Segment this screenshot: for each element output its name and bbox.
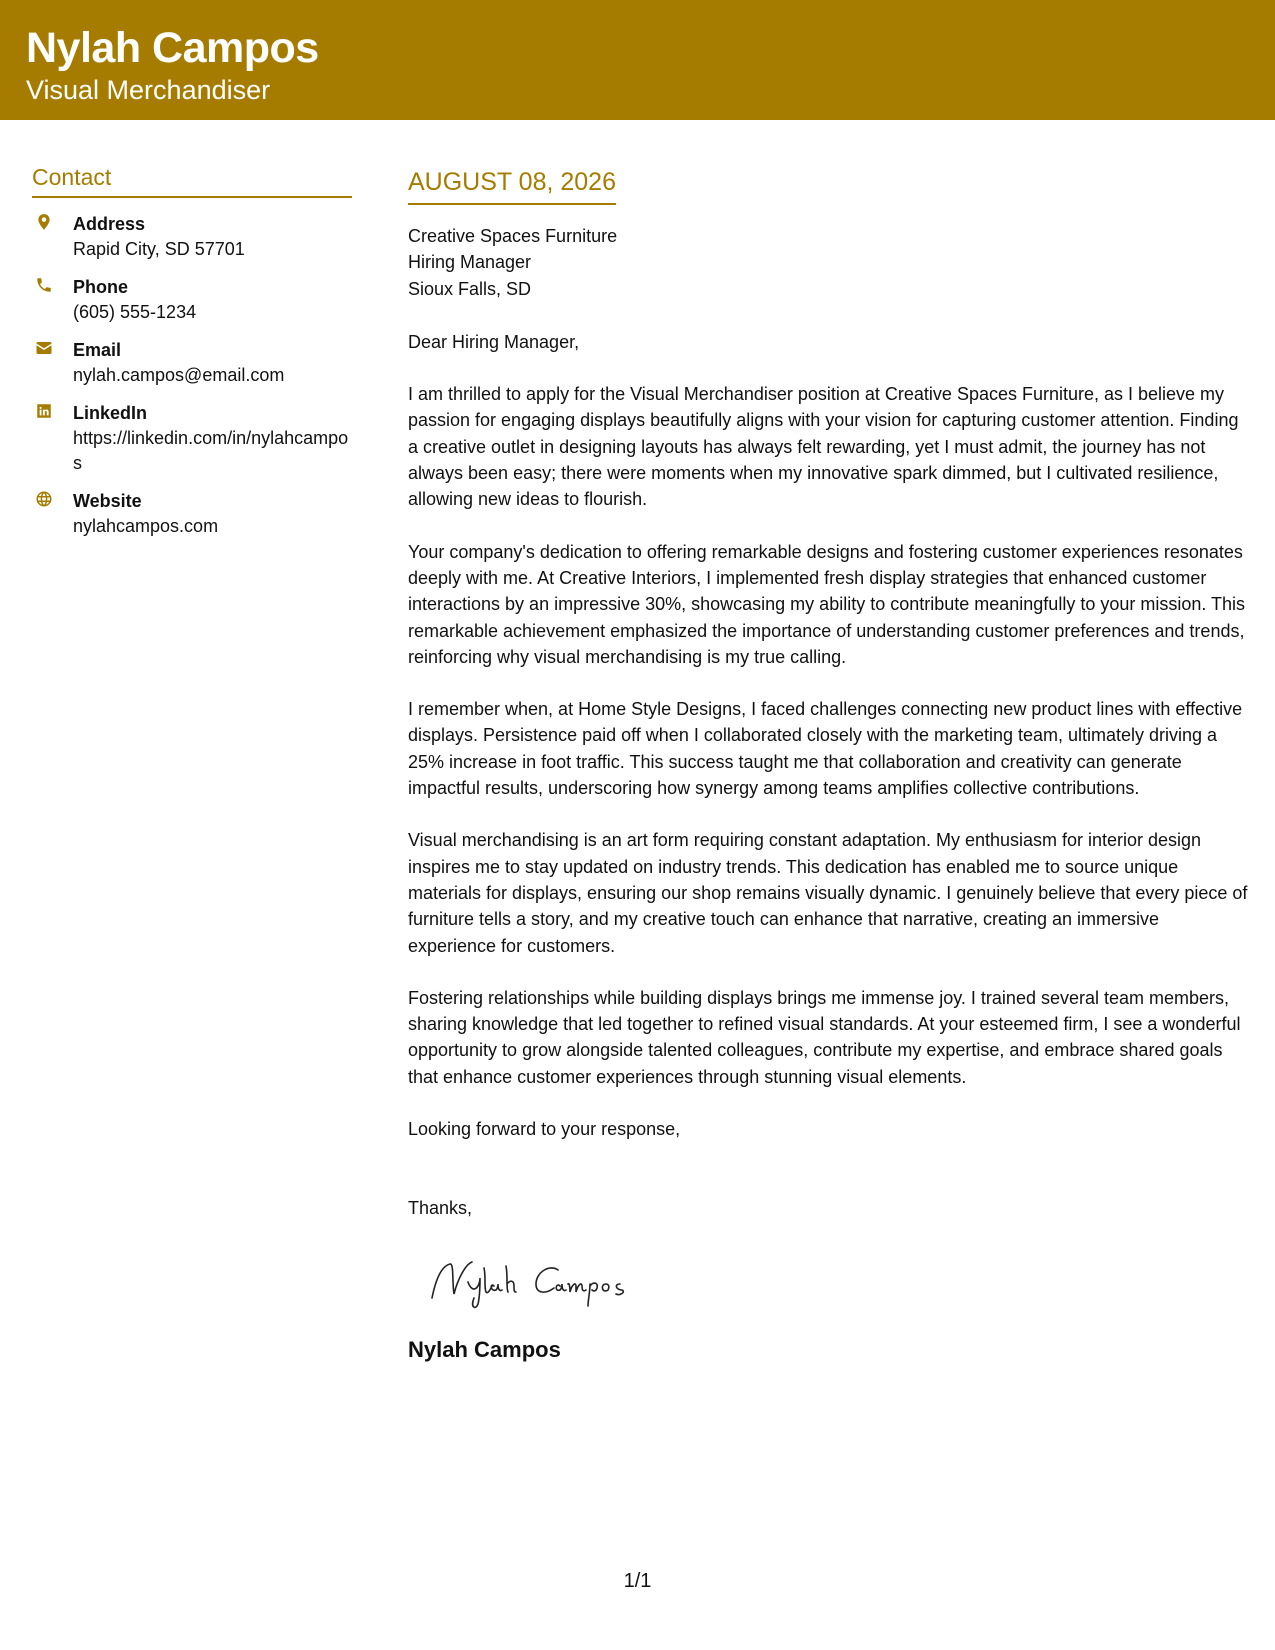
contact-item-email [32,338,352,388]
address-value: Rapid City, SD 57701 [73,239,245,259]
globe-icon [32,489,73,508]
contact-label: LinkedIn [73,403,148,423]
phone-value[interactable]: (605) 555-1234 [73,302,197,322]
contact-sidebar [32,162,352,552]
envelope-icon [32,338,73,357]
letter-date: AUGUST 08, 2026 [408,166,616,205]
letter-paragraph: Fostering relationships while building displays brings me immense joy. I trained several team members, sharing knowledge that led together to refined visual standards. At your esteemed firm, I see a wonderful opportunity to grow alongside talented colleagues, contribute my expertise, and embrace shared goals that enhance customer experiences through stunning visual elements. [408,987,1241,1087]
recipient-block [408,223,1250,302]
letter-paragraph: I am thrilled to apply for the Visual Merchandiser position at Creative Spaces Furniture, as I believe my passion for engaging displays beautifully aligns with your vision for capturing customer attention. Finding a creative outlet in designing layouts has always felt rewarding, yet I must admit, the journey has not always been easy; there were moments when my innovative spark dimmed, but I cultivated resilience, allowing new ideas to flourish. [408,384,1239,510]
phone-icon [32,275,73,294]
letter-paragraph: Visual merchandising is an art form requiring constant adaptation. My enthusiasm for interior design inspires me to stay updated on industry trends. This dedication has enabled me to source unique materials for displays, ensuring our shop remains visually dynamic. I genuinely believe that every piece of furniture tells a story, and my creative touch can enhance that narrative, creating an immersive experience for customers. [408,830,1248,956]
candidate-name: Nylah Campos [26,24,319,72]
map-pin-icon [32,212,73,231]
page-number: 1/1 [623,1570,652,1592]
contact-item-linkedin [32,401,352,476]
letter-closing: Looking forward to your response, [408,1119,681,1140]
contact-item-website [32,489,352,539]
signed-name: Nylah Campos [408,1336,561,1362]
recipient-title: Hiring Manager [408,252,532,273]
linkedin-value[interactable]: https://linkedin.com/in/nylahcampos [73,428,349,473]
contact-item-address [32,212,352,262]
recipient-location: Sioux Falls, SD [408,278,532,299]
letter-paragraph: Your company's dedication to offering remarkable designs and fostering customer experiences resonates deeply with me. At Creative Interiors, I implemented fresh display strategies that enhanced customer interactions by an impressive 30%, showcasing my ability to contribute meaningfully to your mission. This remarkable achievement emphasized the importance of understanding customer preferences and trends, reinforcing why visual merchandising is my true calling. [408,541,1246,667]
contact-item-phone [32,275,352,325]
contact-section-title: Contact [32,162,352,198]
letter-thanks: Thanks, [408,1198,473,1219]
handwritten-signature [424,1248,1250,1312]
page-header [0,0,1275,120]
website-value[interactable]: nylahcampos.com [73,516,219,536]
letter-body [408,166,1250,1364]
contact-label: Website [73,491,142,511]
letter-paragraph: I remember when, at Home Style Designs, I faced challenges connecting new product lines with effective displays. Persistence paid off when I collaborated closely with the marketing team, ultimately driving a 25% increase in foot traffic. This success taught me that collaboration and creativity can generate impactful results, underscoring how synergy among teams amplifies collective contributions. [408,699,1243,799]
letter-greeting: Dear Hiring Manager, [408,331,580,352]
candidate-role: Visual Merchandiser [26,75,271,105]
email-value[interactable]: nylah.campos@email.com [73,365,285,385]
contact-label: Phone [73,277,129,297]
recipient-company: Creative Spaces Furniture [408,226,618,246]
contact-label: Address [73,214,146,234]
contact-label: Email [73,340,122,360]
linkedin-icon [32,401,73,420]
